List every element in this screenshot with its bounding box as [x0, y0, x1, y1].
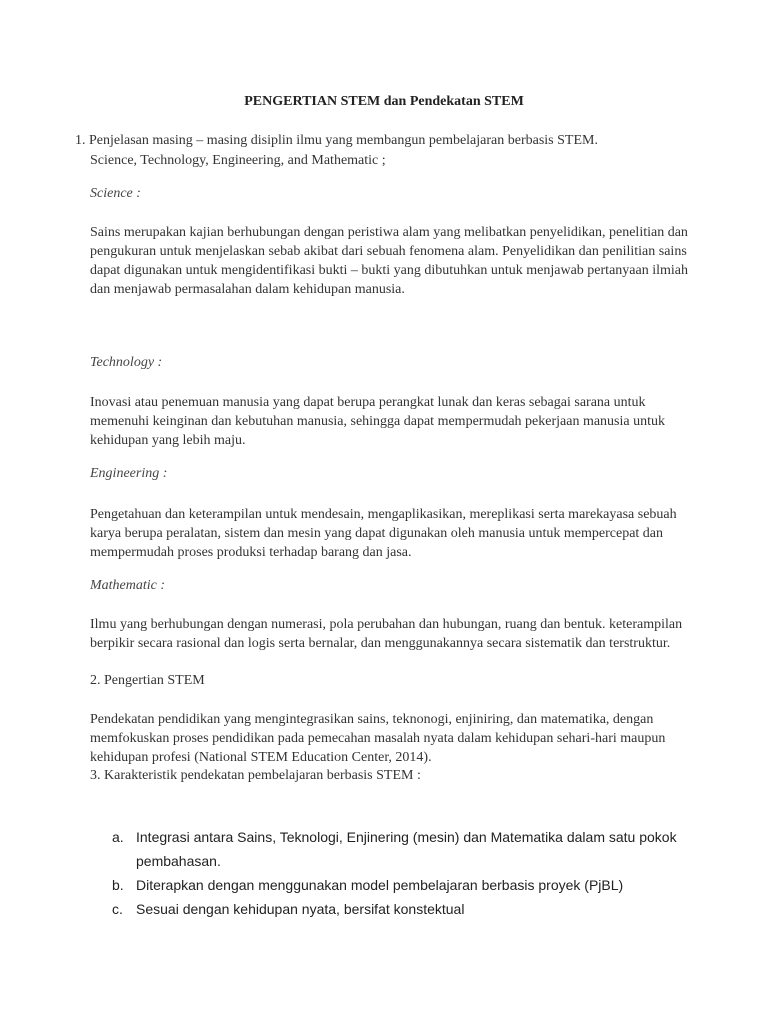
science-body: Sains merupakan kajian berhubungan dengan peristiwa alam yang melibatkan penyelidikan, penelitian dan pengukuran untuk menjelaskan sebab akibat dari sebuah fenomena alam. Penyelidikan dan penilitian sains dapat digunakan untuk mengidentifikasi bukti – bukti yang dibutuhkan untuk menjawab pertanyaan ilmiah dan menjawab permasalahan dalam kehidupan manusia.	[90, 225, 688, 297]
list-item-text: Integrasi antara Sains, Teknologi, Enjinering (mesin) dan Matematika dalam satu pokok pembahasan.	[136, 829, 677, 869]
characteristics-list	[112, 825, 712, 921]
list-item	[112, 873, 712, 897]
point-2-heading: 2. Pengertian STEM	[90, 673, 205, 688]
list-marker: b.	[112, 877, 124, 893]
page-title: PENGERTIAN STEM dan Pendekatan STEM	[244, 94, 524, 109]
list-item	[112, 897, 712, 921]
technology-heading: Technology :	[90, 355, 163, 370]
point-1	[75, 131, 695, 170]
technology-body: Inovasi atau penemuan manusia yang dapat berupa perangkat lunak dan keras sebagai sarana untuk memenuhi keinginan dan kebutuhan manusia, sehingga dapat mempermudah pekerjaan manusia untuk kehidupan yang lebih maju.	[90, 395, 665, 448]
list-item-text: Diterapkan dengan menggunakan model pembelajaran berbasis proyek (PjBL)	[136, 877, 624, 893]
mathematic-body: Ilmu yang berhubungan dengan numerasi, pola perubahan dan hubungan, ruang dan bentuk. keterampilan berpikir secara rasional dan logis serta bernalar, dan menggunakannya secara sistematik dan terstruktur.	[90, 617, 683, 651]
point-3-heading: 3. Karakteristik pendekatan pembelajaran berbasis STEM :	[90, 768, 421, 783]
engineering-heading: Engineering :	[90, 466, 168, 481]
point-1-line-2: Science, Technology, Engineering, and Mathematic ;	[90, 152, 386, 168]
engineering-body: Pengetahuan dan keterampilan untuk mendesain, mengaplikasikan, mereplikasi serta marekayasa sebuah karya berupa peralatan, sistem dan mesin yang dapat digunakan oleh manusia untuk mempercepat dan mempermudah proses produksi terhadap barang dan jasa.	[90, 507, 677, 560]
list-marker: a.	[112, 829, 124, 845]
mathematic-heading: Mathematic :	[90, 578, 166, 593]
science-heading: Science :	[90, 186, 141, 201]
list-item-text: Sesuai dengan kehidupan nyata, bersifat konstektual	[136, 901, 465, 917]
list-marker: c.	[112, 901, 123, 917]
point-2-body: Pendekatan pendidikan yang mengintegrasikan sains, teknonogi, enjiniring, dan matematika, dengan memfokuskan proses pendidikan pada pemecahan masalah nyata dalam kehidupan sehari-hari maupun kehidupan profesi (National STEM Education Center, 2014).	[90, 712, 666, 765]
point-1-line-1: 1. Penjelasan masing – masing disiplin ilmu yang membangun pembelajaran berbasis STEM.	[75, 133, 598, 148]
list-item	[112, 825, 712, 873]
